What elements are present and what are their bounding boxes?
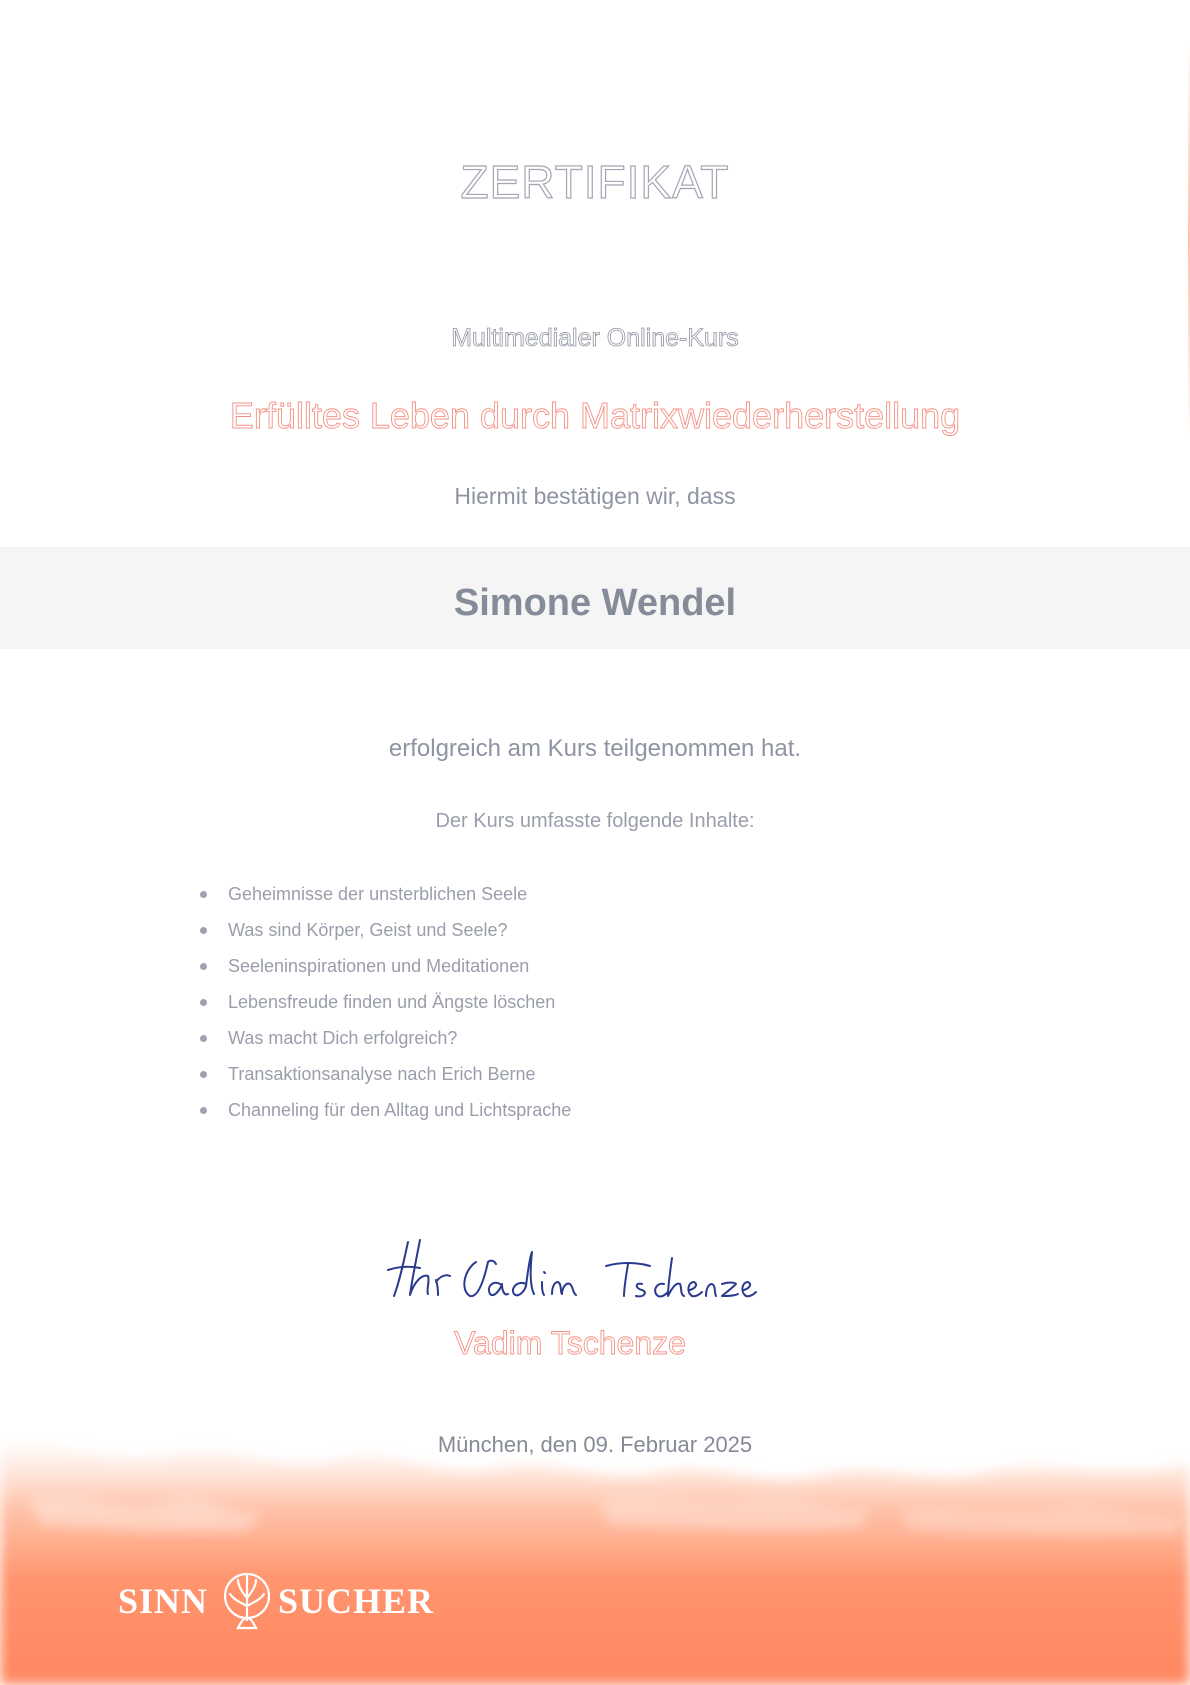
- topic-item: Transaktionsanalyse nach Erich Berne: [198, 1062, 571, 1098]
- completion-text: erfolgreich am Kurs teilgenommen hat.: [388, 735, 802, 762]
- place-date: München, den 09. Februar 2025: [437, 1432, 753, 1457]
- sinn-sucher-logo: [118, 1570, 458, 1630]
- topic-item: Lebensfreude finden und Ängste löschen: [198, 990, 571, 1026]
- bullet-icon: [200, 1071, 207, 1078]
- participant-name: Simone Wendel: [453, 582, 737, 624]
- bullet-icon: [200, 891, 207, 898]
- topic-item: Seeleninspirationen und Meditationen: [198, 954, 571, 990]
- topic-item: Geheimnisse der unsterblichen Seele: [198, 882, 571, 918]
- logo-word-left: SINN: [118, 1581, 209, 1621]
- topic-item: Channeling für den Alltag und Lichtsprache: [198, 1098, 571, 1134]
- bullet-icon: [200, 927, 207, 934]
- certificate-title: ZERTIFIKAT: [460, 156, 730, 208]
- handwritten-signature: [380, 1200, 770, 1320]
- logo-word-right: SUCHER: [278, 1581, 435, 1621]
- watercolor-wash: [0, 1430, 1190, 1685]
- bullet-icon: [200, 1035, 207, 1042]
- signer-name: Vadim Tschenze: [454, 1325, 686, 1361]
- tree-of-life-icon: [218, 1570, 276, 1632]
- topic-item: Was macht Dich erfolgreich?: [198, 1026, 571, 1062]
- topics-list: [198, 882, 571, 1134]
- bullet-icon: [200, 1107, 207, 1114]
- bullet-icon: [200, 963, 207, 970]
- course-type: Multimedialer Online-Kurs: [451, 324, 739, 352]
- bullet-icon: [200, 999, 207, 1006]
- topic-item: Was sind Körper, Geist und Seele?: [198, 918, 571, 954]
- confirmation-text: Hiermit bestätigen wir, dass: [454, 483, 736, 509]
- contents-intro: Der Kurs umfasste folgende Inhalte:: [435, 810, 755, 832]
- course-name: Erfülltes Leben durch Matrixwiederherstellung: [229, 395, 961, 436]
